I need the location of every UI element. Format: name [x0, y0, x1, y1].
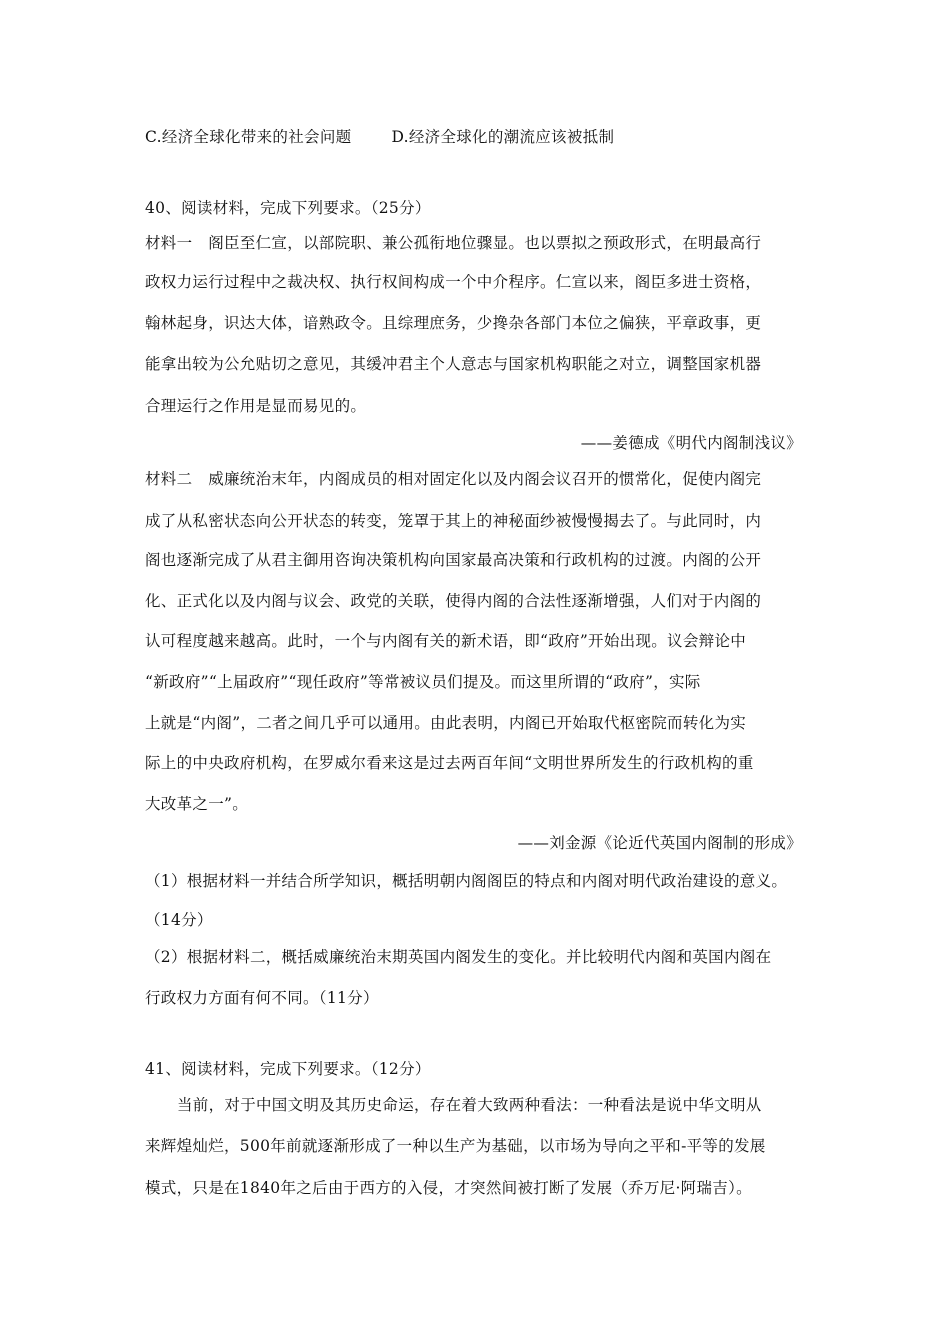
material-2-line: 上就是“内阁”，二者之间几乎可以通用。由此表明，内阁已开始取代枢密院而转化为实: [145, 714, 747, 732]
answer-options-line: [145, 127, 614, 147]
paragraph-line: 来辉煌灿烂，500年前就逐渐形成了一种以生产为基础，以市场为导向之平和-平等的发展: [145, 1137, 766, 1155]
material-1-line: 能拿出较为公允贴切之意见，其缓冲君主个人意志与国家机构职能之对立，调整国家机器: [145, 355, 762, 373]
material-2-source: ——刘金源《论近代英国内阁制的形成》: [517, 834, 802, 852]
sub-question-line: 行政权力方面有何不同。（11分）: [145, 989, 379, 1007]
material-1-line: 材料一 阁臣至仁宣，以部院职、兼公孤衔地位骤显。也以票拟之预政形式，在明最高行: [145, 234, 762, 252]
sub-question-line: （2）根据材料二，概括威廉统治末期英国内阁发生的变化。并比较明代内阁和英国内阁在: [145, 948, 772, 966]
question-41-heading: 41、阅读材料，完成下列要求。（12分）: [145, 1060, 431, 1078]
sub-question-line: （14分）: [145, 911, 213, 929]
question-40-heading: 40、阅读材料，完成下列要求。（25分）: [145, 199, 431, 217]
material-1-line: 翰林起身，识达大体，谙熟政令。且综理庶务，少搀杂各部门本位之偏狭，平章政事，更: [145, 314, 762, 332]
option-c: C.经济全球化带来的社会问题: [145, 128, 352, 146]
material-2-line: 材料二 威廉统治末年，内阁成员的相对固定化以及内阁会议召开的惯常化，促使内阁完: [145, 470, 762, 488]
material-2-line: 际上的中央政府机构，在罗威尔看来这是过去两百年间“文明世界所发生的行政机构的重: [145, 754, 754, 772]
sub-question-line: （1）根据材料一并结合所学知识，概括明朝内阁阁臣的特点和内阁对明代政治建设的意义。: [145, 872, 788, 890]
option-d: D.经济全球化的潮流应该被抵制: [391, 128, 615, 146]
material-2-line: “新政府”“上届政府”“现任政府”等常被议员们提及。而这里所谓的“政府”，实际: [145, 673, 701, 691]
material-2-line: 成了从私密状态向公开状态的转变，笼罩于其上的神秘面纱被慢慢揭去了。与此同时，内: [145, 512, 762, 530]
material-2-line: 认可程度越来越高。此时，一个与内阁有关的新术语，即“政府”开始出现。议会辩论中: [145, 632, 747, 650]
material-2-line: 阁也逐渐完成了从君主御用咨询决策机构向国家最高决策和行政机构的过渡。内阁的公开: [145, 551, 762, 569]
material-1-line: 政权力运行过程中之裁决权、执行权间构成一个中介程序。仁宣以来，阁臣多进士资格，: [145, 273, 762, 291]
material-2-line: 化、正式化以及内阁与议会、政党的关联，使得内阁的合法性逐渐增强，人们对于内阁的: [145, 592, 762, 610]
material-1-line: 合理运行之作用是显而易见的。: [145, 397, 367, 415]
paragraph-line: 当前，对于中国文明及其历史命运，存在着大致两种看法：一种看法是说中华文明从: [177, 1096, 762, 1114]
material-1-source: ——姜德成《明代内阁制浅议》: [580, 434, 802, 452]
material-2-line: 大改革之一”。: [145, 795, 249, 813]
paragraph-line: 模式，只是在1840年之后由于西方的入侵，才突然间被打断了发展（乔万尼·阿瑞吉）。: [145, 1179, 752, 1197]
